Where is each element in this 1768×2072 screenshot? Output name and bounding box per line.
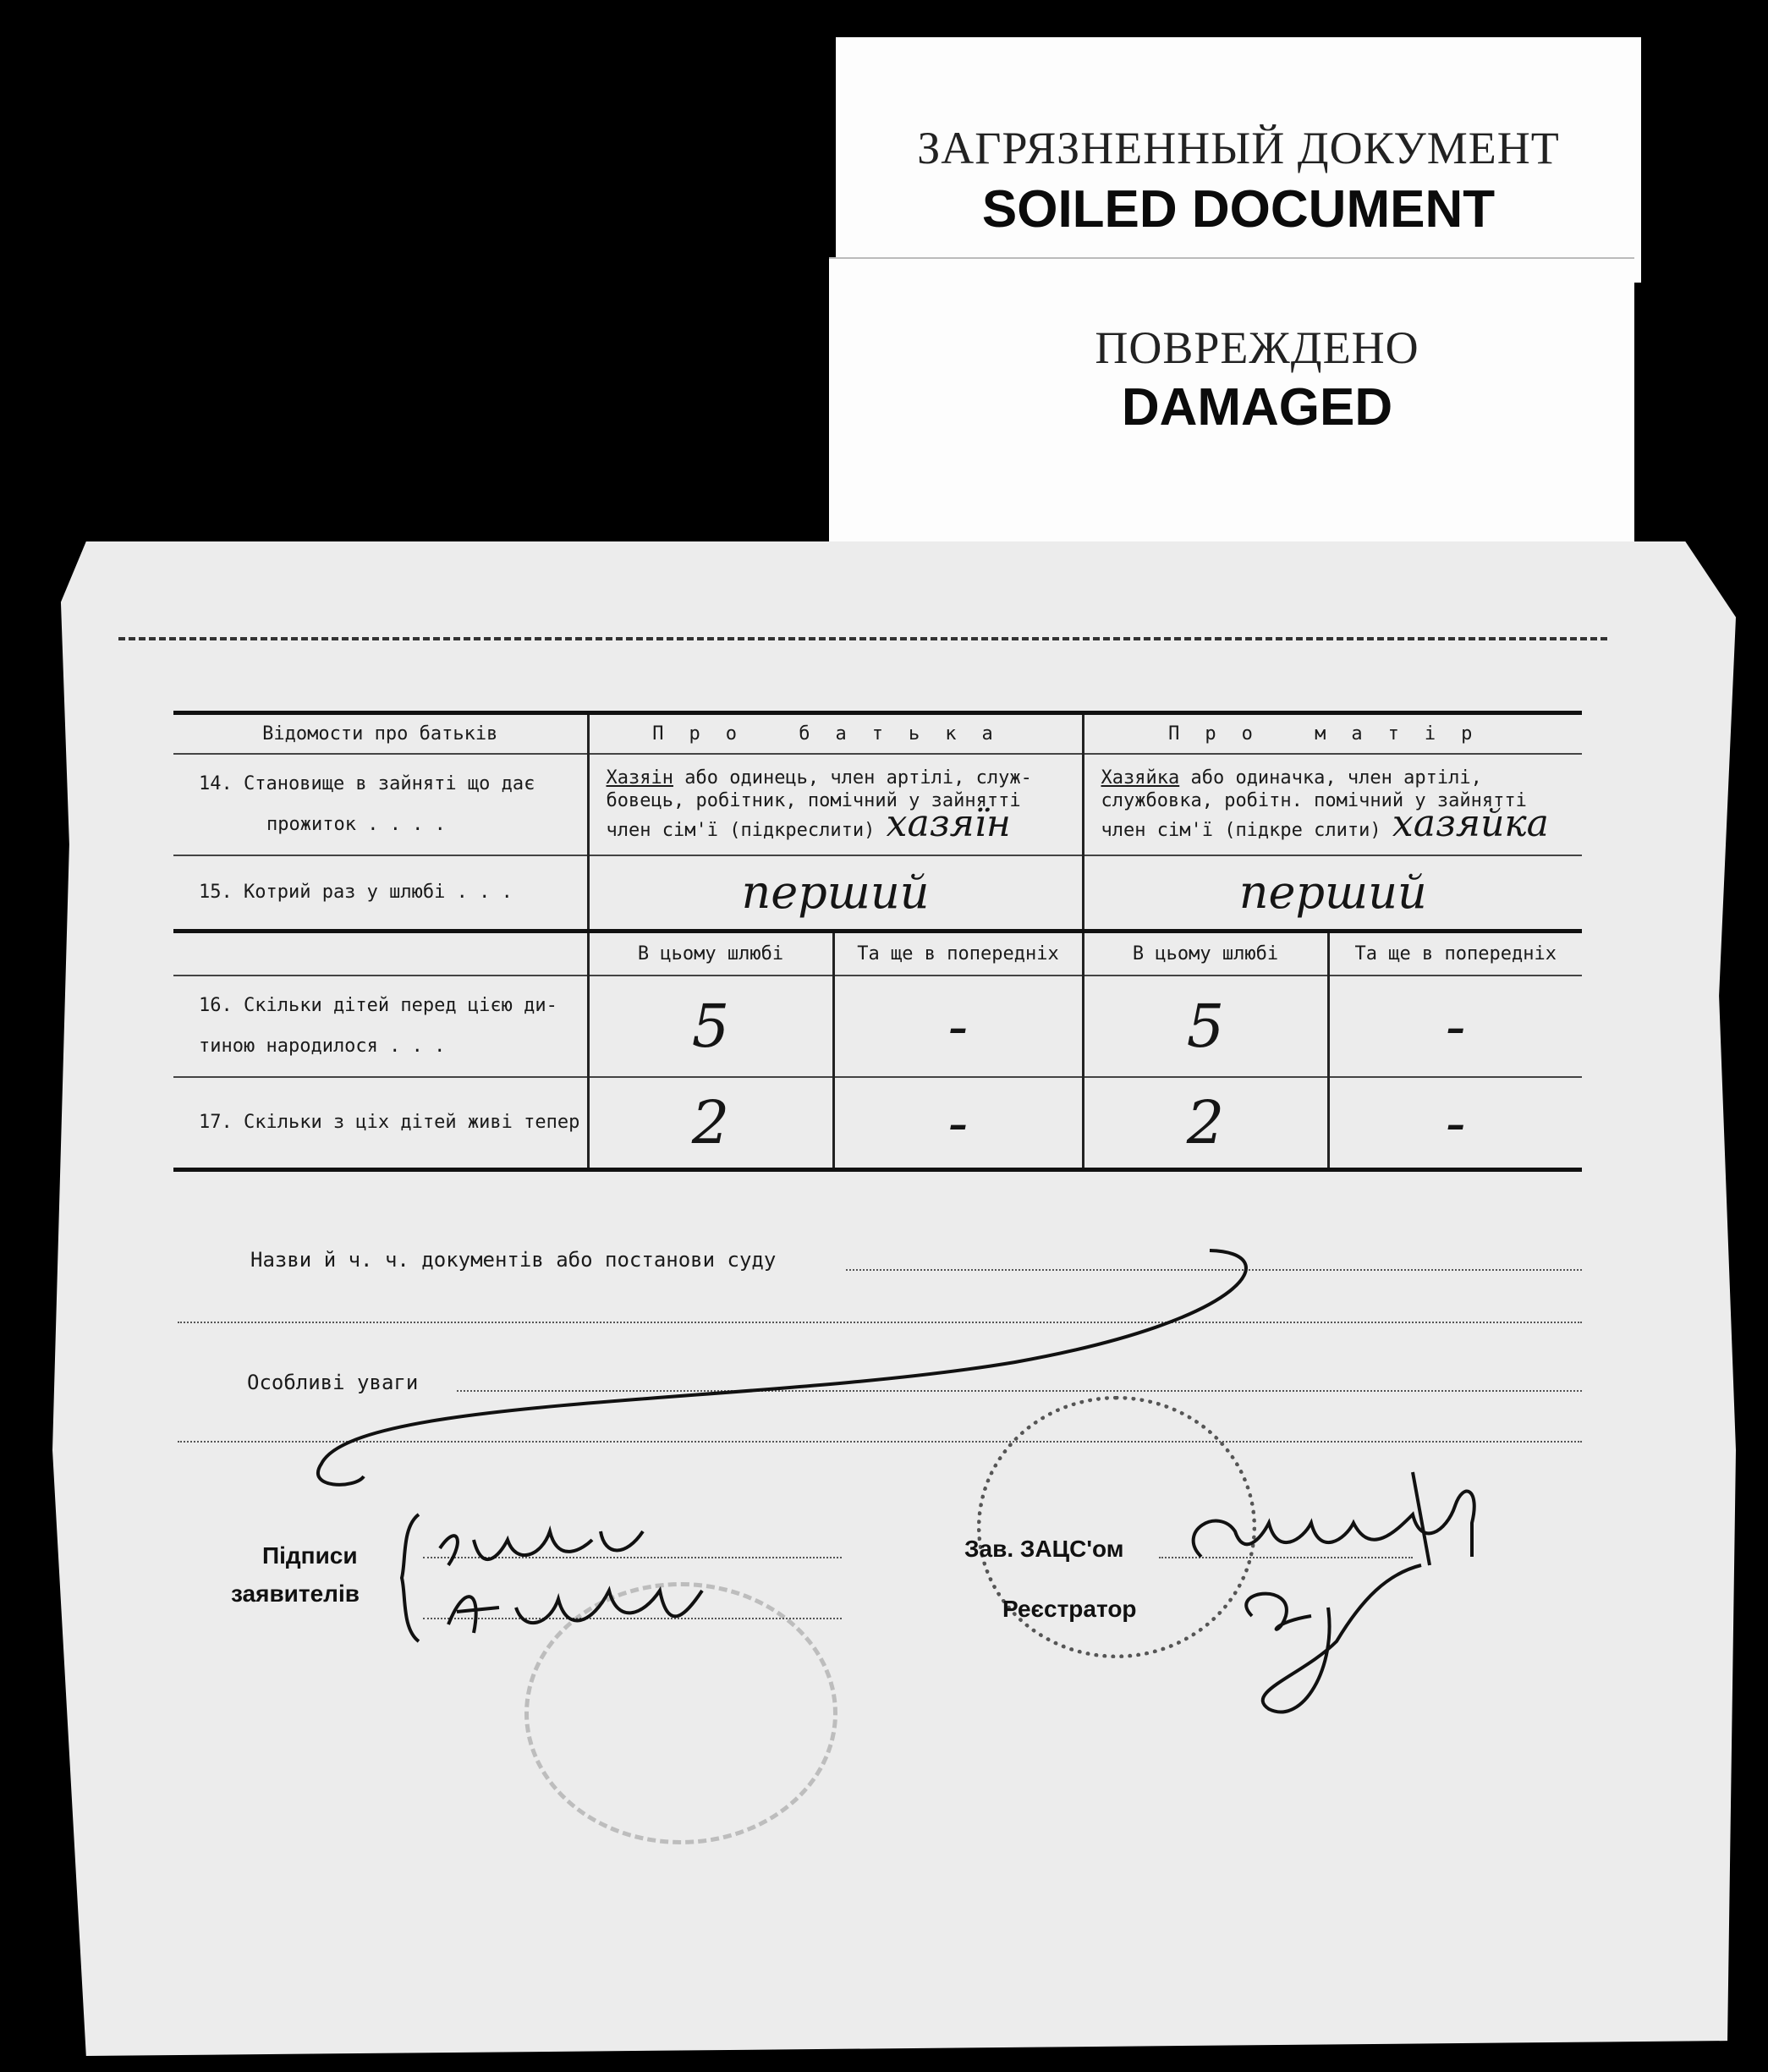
row14-mother-text1: або одиначка, член артілі, <box>1179 767 1482 789</box>
row14-mother-underlined: Хазяйка <box>1101 767 1180 789</box>
row15-mother-value: перший <box>1083 855 1582 932</box>
damaged-label-english: DAMAGED <box>1121 378 1393 437</box>
row16-label-line1: 16. Скільки дітей перед цією ди- <box>199 994 557 1016</box>
row14-father-handwritten: хазяїн <box>886 802 1011 845</box>
row15-father-value: перший <box>588 855 1083 932</box>
subheader-mother-this-marriage: В цьому шлюбі <box>1083 932 1328 976</box>
row14-mother-handwritten: хазяйка <box>1392 802 1549 845</box>
applicant-signatures <box>423 1506 728 1650</box>
damaged-label-russian: ПОВРЕЖДЕНО <box>1095 322 1419 373</box>
applicants-signatures-label-line1: Підписи <box>262 1542 358 1569</box>
row16-father-previous: - <box>833 976 1083 1077</box>
header-about-mother: Про матір <box>1083 713 1582 754</box>
row14-father-text3: член сім'ї (підкреслити) <box>606 820 876 841</box>
subheader-father-previous: Та ще в попередніх <box>833 932 1083 976</box>
row17-father-this: 2 <box>588 1077 833 1170</box>
row17-mother-this: 2 <box>1083 1077 1328 1170</box>
subheader-mother-previous: Та ще в попередніх <box>1328 932 1582 976</box>
row14-father-text2: бовець, робітник, помічний у зайнятті <box>606 790 1021 811</box>
header-parents-info: Відомости про батьків <box>262 723 498 745</box>
row14-mother-text2: службовка, робітн. помічний у зайнятті <box>1101 790 1527 811</box>
registry-head-label: Зав. ЗАЦС'ом <box>964 1536 1124 1562</box>
soiled-label-english: SOILED DOCUMENT <box>981 180 1496 239</box>
row16-mother-previous: - <box>1328 976 1582 1077</box>
notes-field-label: Особливі уваги <box>247 1371 419 1394</box>
soiled-label-russian: ЗАГРЯЗНЕННЫЙ ДОКУМЕНТ <box>917 123 1560 173</box>
row14-label-line2: прожиток . . . . <box>266 813 446 835</box>
row16-mother-this: 5 <box>1083 976 1328 1077</box>
row14-father-text1: або одинець, член артілі, служ- <box>673 767 1032 789</box>
row17-label: 17. Скільки з ціх дітей живі тепер <box>199 1111 580 1133</box>
row17-mother-previous: - <box>1328 1077 1582 1170</box>
row15-label: 15. Котрий раз у шлюбі . . . <box>199 881 513 903</box>
header-about-father: Про батька <box>588 713 1083 754</box>
official-signatures <box>1167 1455 1557 1734</box>
row14-mother-text3: член сім'ї (підкре слити) <box>1101 820 1381 841</box>
row14-father-underlined: Хазяін <box>606 767 673 789</box>
applicants-brace <box>393 1510 427 1646</box>
row17-father-previous: - <box>833 1077 1083 1170</box>
subheader-father-this-marriage: В цьому шлюбі <box>588 932 833 976</box>
applicants-signatures-label-line2: заявителів <box>231 1580 360 1607</box>
registrar-label: Реєстратор <box>1002 1596 1137 1622</box>
row14-label-line1: 14. Становище в зайняті що дає <box>199 772 535 794</box>
documents-field-label: Назви й ч. ч. документів або постанови суду <box>250 1248 777 1272</box>
row16-label-line2: тиною народилося . . . <box>199 1035 446 1057</box>
row16-father-this: 5 <box>588 976 833 1077</box>
